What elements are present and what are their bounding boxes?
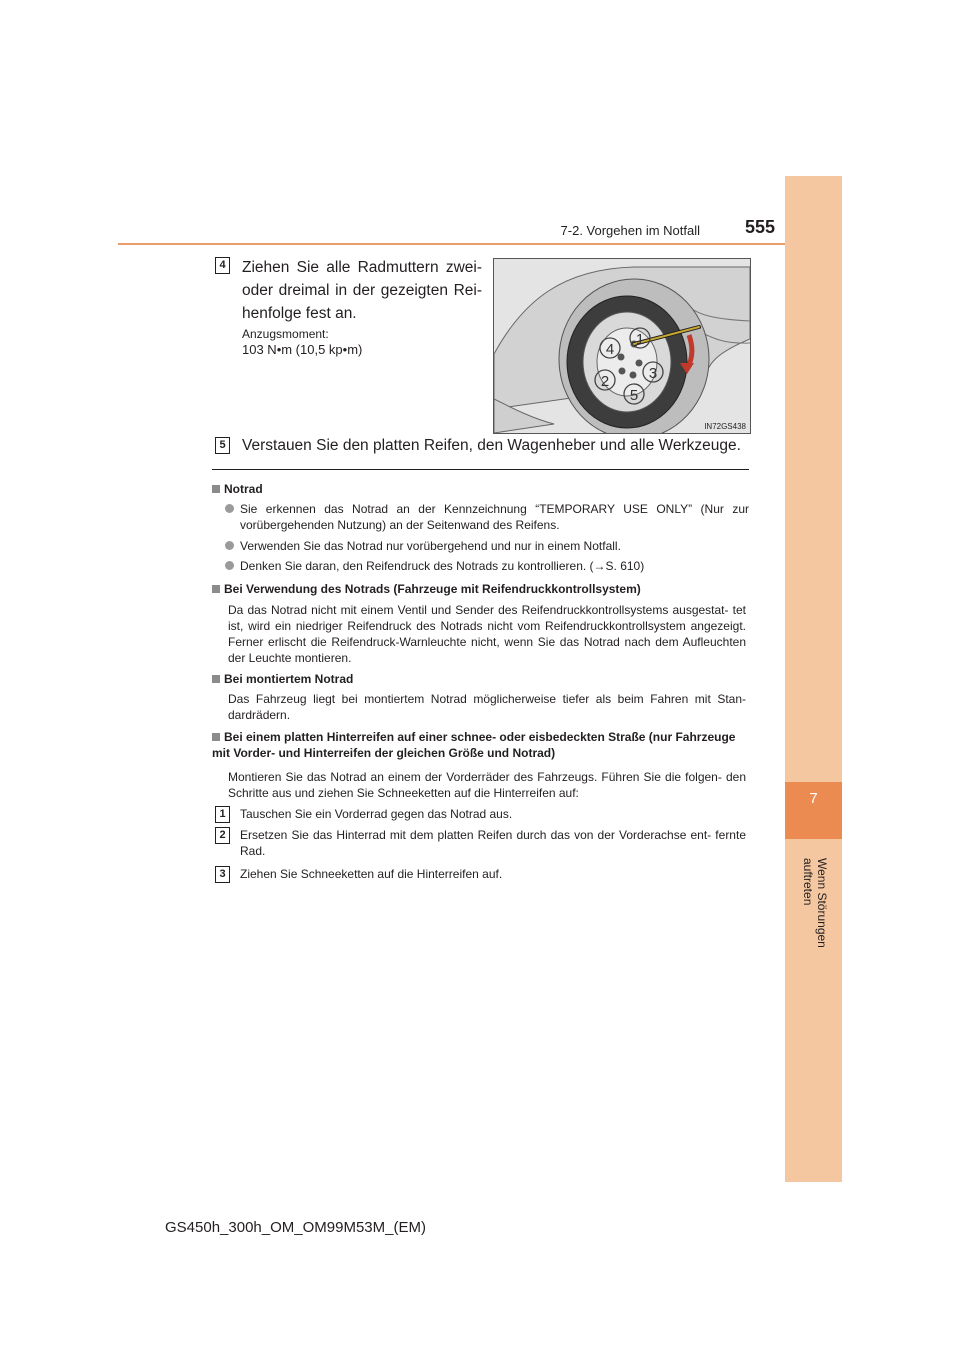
- note-heading-snow: Bei einem platten Hinterreifen auf einer schnee- oder eisbedeckten Straße (nur Fahrzeuge mit Vorder- und Hinterreifen der gleichen Größe und Notrad): [212, 730, 736, 760]
- torque-label: Anzugsmoment:: [242, 327, 329, 341]
- section-divider: [212, 469, 749, 470]
- sub-step-3-text: Ziehen Sie Schneeketten auf die Hinterreifen auf.: [240, 867, 503, 881]
- square-bullet-icon: [212, 733, 220, 741]
- header-rule: [118, 243, 785, 245]
- nut-label-5: 5: [629, 387, 639, 404]
- dot-bullet-icon: [225, 504, 234, 513]
- torque-value: 103 N•m (10,5 kp•m): [242, 342, 363, 357]
- note-heading-mounted: Bei montiertem Notrad: [212, 671, 749, 687]
- nut-label-1: 1: [635, 331, 645, 348]
- sub-step-2-text: Ersetzen Sie das Hinterrad mit dem platten Reifen durch das von der Vorderachse ent- fernte Rad.: [240, 828, 746, 858]
- sub-step-2-badge: 2: [215, 827, 230, 844]
- document-code: GS450h_300h_OM_OM99M53M_(EM): [165, 1219, 426, 1236]
- step-4-text: Ziehen Sie alle Radmuttern zwei- oder dreimal in der gezeigten Rei- henfolge fest an.: [242, 259, 482, 322]
- square-bullet-icon: [212, 675, 220, 683]
- dot-bullet-icon: [225, 561, 234, 570]
- chapter-side-tab: [785, 176, 842, 1182]
- wheel-illustration-svg: [494, 259, 750, 433]
- note-bullet: Denken Sie daran, den Reifendruck des Notrads zu kontrollieren. (→S. 610): [225, 558, 749, 574]
- page-number: 555: [744, 217, 775, 237]
- wheel-nut-illustration: [493, 258, 751, 434]
- note-heading-notrad: Notrad: [212, 481, 749, 497]
- note-bullet: Verwenden Sie das Notrad nur vorübergehend und nur in einem Notfall.: [225, 538, 749, 554]
- square-bullet-icon: [212, 485, 220, 493]
- square-bullet-icon: [212, 585, 220, 593]
- chapter-number: 7: [809, 790, 818, 807]
- nut-label-3: 3: [648, 365, 658, 382]
- note-text-mounted: Das Fahrzeug liegt bei montiertem Notrad möglicherweise tiefer als beim Fahren mit Stan- dardrädern.: [228, 692, 746, 722]
- section-title: 7-2. Vorgehen im Notfall: [560, 223, 700, 238]
- step-4-badge: 4: [215, 257, 230, 274]
- figure-code: IN72GS438: [704, 422, 746, 431]
- sub-step-1-text: Tauschen Sie ein Vorderrad gegen das Notrad aus.: [240, 807, 513, 821]
- note-heading-tpms: Bei Verwendung des Notrads (Fahrzeuge mit Reifendruckkontrollsystem): [212, 581, 749, 597]
- note-text-tpms: Da das Notrad nicht mit einem Ventil und Sender des Reifendruckkontrollsystems ausgestat- tet ist, wird ein niedriger Reifendruck des Notrads nicht vom Reifendruckkontrollsystem angezeigt. Ferner erlischt die Reifendruck-Warnleuchte nicht, wenn Sie das Notrad nach dem Aufleuchten der Leuchte montieren.: [228, 603, 746, 665]
- step-5-badge: 5: [215, 437, 230, 454]
- nut-label-4: 4: [605, 341, 615, 358]
- dot-bullet-icon: [225, 541, 234, 550]
- sub-step-3-badge: 3: [215, 866, 230, 883]
- note-bullet: Sie erkennen das Notrad an der Kennzeichnung “TEMPORARY USE ONLY” (Nur zur vorübergehenden Nutzung) an der Seitenwand des Reifens.: [225, 501, 749, 533]
- chapter-title: Wenn Störungen auftreten: [801, 858, 829, 948]
- note-text-snow: Montieren Sie das Notrad an einem der Vorderräder des Fahrzeugs. Führen Sie die folgen- den Schritte aus und ziehen Sie Schneeketten auf die Hinterreifen auf:: [228, 770, 746, 800]
- step-5-text: Verstauen Sie den platten Reifen, den Wagenheber und alle Werkzeuge.: [242, 437, 741, 454]
- sub-step-1-badge: 1: [215, 806, 230, 823]
- nut-label-2: 2: [600, 373, 610, 390]
